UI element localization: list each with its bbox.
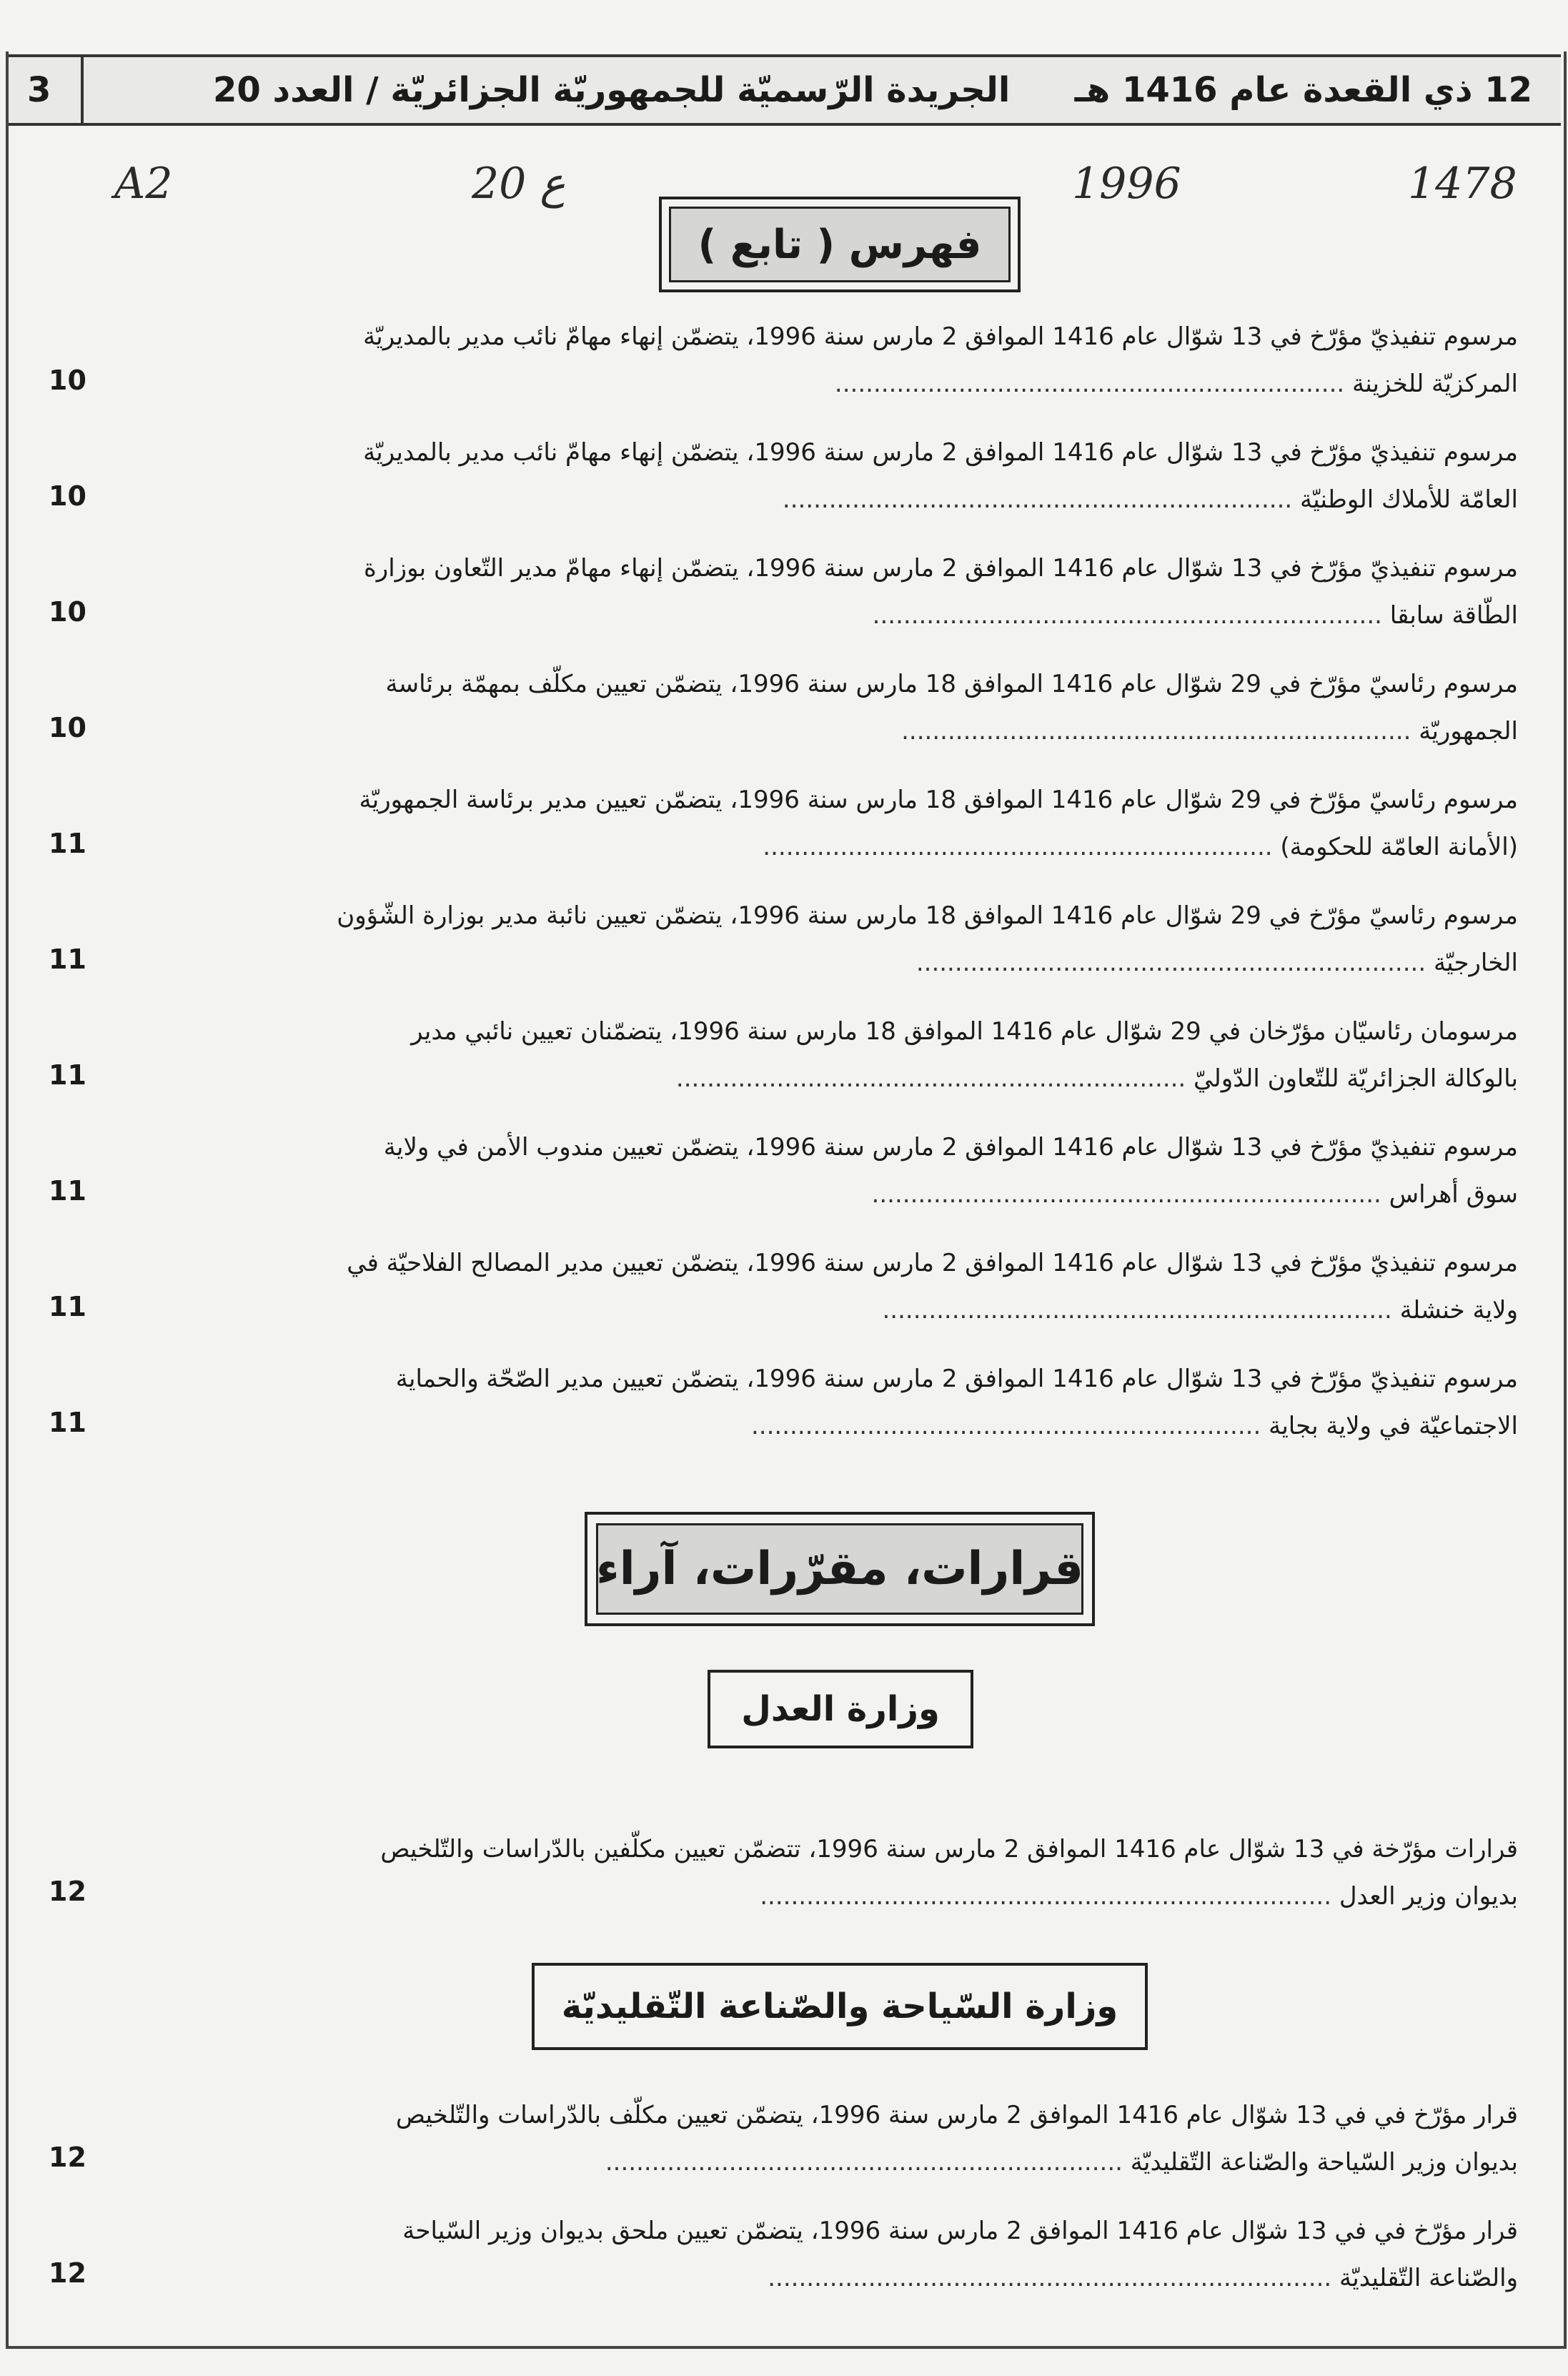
page-ref: 10 (49, 712, 86, 743)
list-item: مرسومان رئاسيّان مؤرّخان في 29 شوّال عام 1416 الموافق 18 مارس سنة 1996، يتضمّنان تعيين نائبي مدير بالوكالة الجزائريّة للتّعاون الدّوليّ .................................................................. (411, 1017, 1518, 1093)
handwritten-note-c: 1996 (1072, 159, 1181, 209)
ministry-justice-box (708, 1670, 973, 1748)
handwritten-note-b: 20 ع (472, 159, 566, 209)
list-item: قرار مؤرّخ في في 13 شوّال عام 1416 الموافق 2 مارس سنة 1996، يتضمّن تعيين مكلّف بالدّراسات والتّلخيص بديوان وزير السّياحة والصّناعة التّقليديّة ................................................................... (395, 2101, 1518, 2177)
page-ref: 11 (49, 1291, 86, 1322)
page-ref: 11 (49, 1059, 86, 1091)
ministry-justice-title: وزارة العدل (717, 1679, 964, 1739)
list-item: قرار مؤرّخ في في 13 شوّال عام 1416 الموافق 2 مارس سنة 1996، يتضمّن تعيين ملحق بديوان وزير السّياحة والصّناعة التّقليديّة ......................................................................... (402, 2217, 1518, 2292)
page-ref: 11 (49, 1407, 86, 1438)
page-number: 3 (27, 70, 51, 110)
list-item: مرسوم رئاسيّ مؤرّخ في 29 شوّال عام 1416 الموافق 18 مارس سنة 1996، يتضمّن تعيين مكلّف بمهمّة برئاسة الجمهوريّة .................................................................. (385, 670, 1518, 746)
list-item: مرسوم تنفيذيّ مؤرّخ في 13 شوّال عام 1416 الموافق 2 مارس سنة 1996، يتضمّن تعيين مدير المصالح الفلاحيّة في ولاية خنشلة .................................................................. (347, 1249, 1518, 1325)
section-title-box (585, 1512, 1095, 1626)
index-title: فهرس ( تابع ) (669, 207, 1011, 282)
list-item: قرارات مؤرّخة في 13 شوّال عام 1416 الموافق 2 مارس سنة 1996، تتضمّن تعيين مكلّفين بالدّراسات والتّلخيص بديوان وزير العدل .......................................................................... (380, 1835, 1518, 1911)
list-item: مرسوم تنفيذيّ مؤرّخ في 13 شوّال عام 1416 الموافق 2 مارس سنة 1996، يتضمّن إنهاء مهامّ مدير التّعاون بوزارة الطّاقة سابقا .................................................................. (363, 554, 1518, 630)
page-ref: 12 (49, 2142, 86, 2173)
ministry-tourism-box (532, 1963, 1148, 2050)
handwritten-note-a: A2 (114, 159, 173, 209)
list-item: مرسوم رئاسيّ مؤرّخ في 29 شوّال عام 1416 الموافق 18 مارس سنة 1996، يتضمّن تعيين نائبة مدير بوزارة الشّؤون الخارجيّة .................................................................. (337, 901, 1518, 977)
page-ref: 11 (49, 828, 86, 859)
page-ref: 11 (49, 1175, 86, 1207)
list-item: مرسوم تنفيذيّ مؤرّخ في 13 شوّال عام 1416 الموافق 2 مارس سنة 1996، يتضمّن إنهاء مهامّ نائب مدير بالمديريّة المركزيّة للخزينة .................................................................. (363, 322, 1518, 398)
issue-date: 12 ذي القعدة عام 1416 هـ (1074, 70, 1532, 110)
page-ref: 11 (49, 944, 86, 975)
list-item: مرسوم تنفيذيّ مؤرّخ في 13 شوّال عام 1416 الموافق 2 مارس سنة 1996، يتضمّن تعيين مدير الصّحّة والحماية الاجتماعيّة في ولاية بجاية .................................................................. (395, 1365, 1518, 1440)
ministry-tourism-title: وزارة السّياحة والصّناعة التّقليديّة (541, 1972, 1138, 2041)
index-title-box (659, 197, 1021, 292)
list-item: مرسوم تنفيذيّ مؤرّخ في 13 شوّال عام 1416 الموافق 2 مارس سنة 1996، يتضمّن إنهاء مهامّ نائب مدير بالمديريّة العامّة للأملاك الوطنيّة .................................................................. (363, 438, 1518, 514)
section-title: قرارات، مقرّرات، آراء (596, 1523, 1083, 1615)
list-item: مرسوم تنفيذيّ مؤرّخ في 13 شوّال عام 1416 الموافق 2 مارس سنة 1996، يتضمّن تعيين مندوب الأمن في ولاية سوق أهراس .................................................................. (383, 1133, 1518, 1209)
page-ref: 10 (49, 480, 86, 512)
page-ref: 12 (49, 2257, 86, 2289)
journal-title: الجريدة الرّسميّة للجمهوريّة الجزائريّة / العدد 20 (213, 70, 1011, 110)
list-item: مرسوم رئاسيّ مؤرّخ في 29 شوّال عام 1416 الموافق 18 مارس سنة 1996، يتضمّن تعيين مدير برئاسة الجمهوريّة (الأمانة العامّة للحكومة) .................................................................. (359, 786, 1518, 861)
page-ref: 10 (49, 365, 86, 396)
handwritten-note-d: 1478 (1408, 159, 1517, 209)
page-ref: 12 (49, 1876, 86, 1907)
page-ref: 10 (49, 596, 86, 628)
